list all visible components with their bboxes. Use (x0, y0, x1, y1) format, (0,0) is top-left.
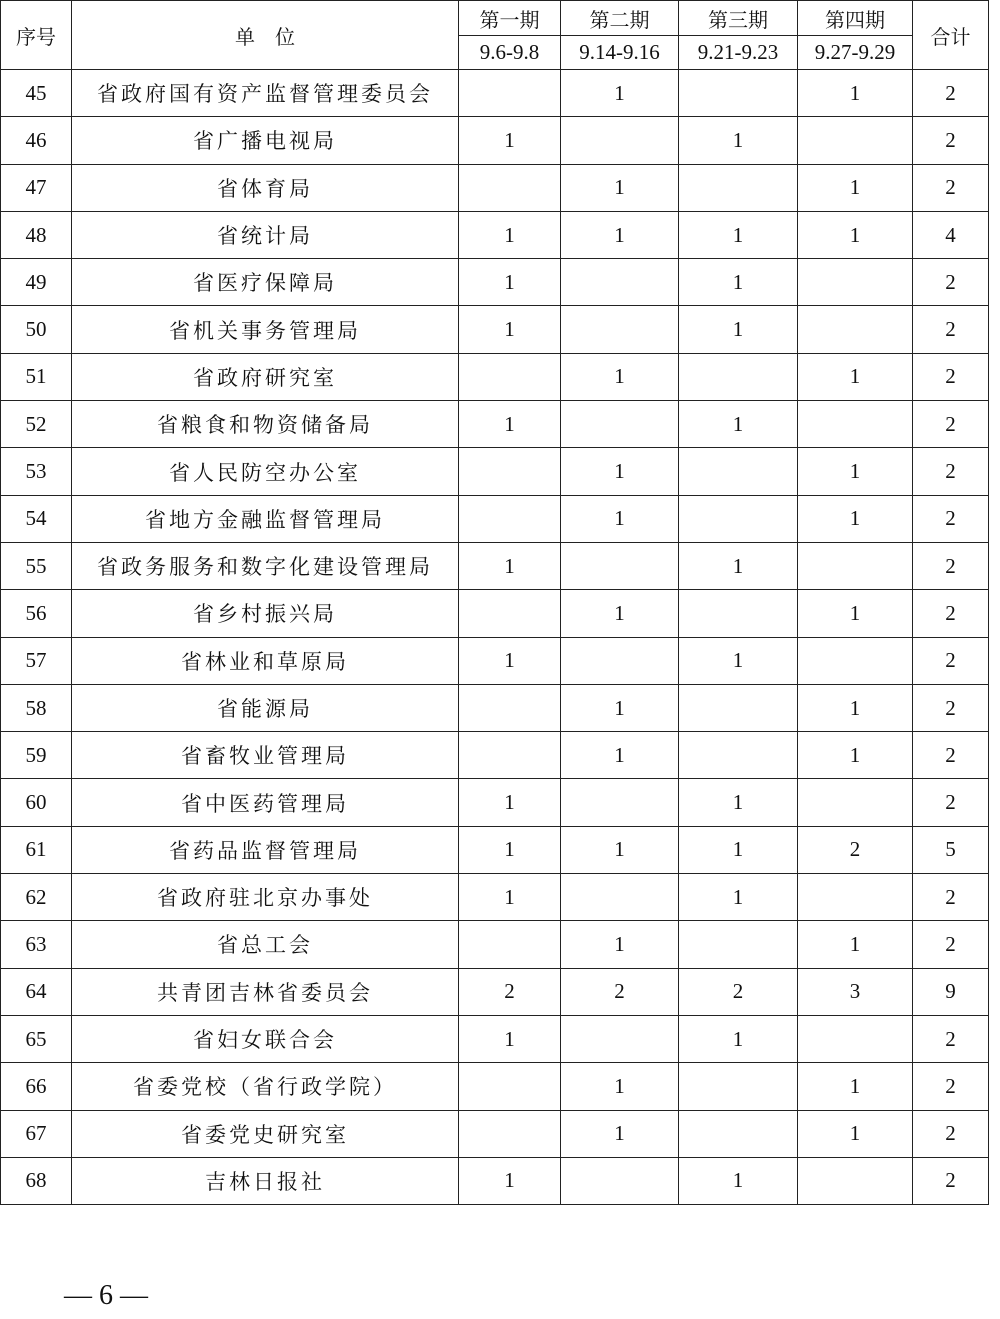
cell-period-1: 1 (459, 259, 561, 306)
cell-period-2 (561, 259, 679, 306)
page-number: — 6 — (64, 1280, 148, 1311)
cell-idx: 59 (1, 732, 72, 779)
cell-period-4: 1 (798, 448, 913, 495)
cell-period-1 (459, 495, 561, 542)
cell-period-3: 1 (679, 117, 798, 164)
cell-unit: 省地方金融监督管理局 (72, 495, 459, 542)
cell-unit: 省委党校（省行政学院） (72, 1063, 459, 1110)
cell-period-4 (798, 874, 913, 921)
cell-unit: 省政府研究室 (72, 353, 459, 400)
cell-period-4 (798, 1015, 913, 1062)
cell-period-3 (679, 495, 798, 542)
cell-idx: 52 (1, 401, 72, 448)
cell-total: 2 (913, 1157, 989, 1204)
cell-idx: 46 (1, 117, 72, 164)
cell-unit: 省统计局 (72, 211, 459, 258)
cell-idx: 48 (1, 211, 72, 258)
cell-period-4: 2 (798, 826, 913, 873)
cell-period-2 (561, 1157, 679, 1204)
cell-period-2: 1 (561, 495, 679, 542)
table-row (1, 353, 989, 400)
table-row (1, 874, 989, 921)
cell-period-4: 1 (798, 164, 913, 211)
cell-total: 2 (913, 353, 989, 400)
cell-period-3 (679, 921, 798, 968)
header-dates-2: 9.14-9.16 (561, 36, 679, 70)
cell-period-1 (459, 590, 561, 637)
table-row (1, 164, 989, 211)
cell-unit: 省广播电视局 (72, 117, 459, 164)
cell-unit: 省粮食和物资储备局 (72, 401, 459, 448)
table-row (1, 1110, 989, 1157)
cell-total: 2 (913, 117, 989, 164)
table-row (1, 401, 989, 448)
cell-period-4 (798, 306, 913, 353)
cell-period-1 (459, 732, 561, 779)
cell-idx: 50 (1, 306, 72, 353)
cell-unit: 吉林日报社 (72, 1157, 459, 1204)
cell-period-1: 1 (459, 1157, 561, 1204)
cell-period-1 (459, 1063, 561, 1110)
cell-period-1: 1 (459, 826, 561, 873)
cell-period-4: 1 (798, 353, 913, 400)
cell-unit: 省政府国有资产监督管理委员会 (72, 70, 459, 117)
cell-unit: 省药品监督管理局 (72, 826, 459, 873)
cell-idx: 49 (1, 259, 72, 306)
cell-unit: 省委党史研究室 (72, 1110, 459, 1157)
cell-total: 2 (913, 732, 989, 779)
cell-period-3 (679, 448, 798, 495)
cell-idx: 64 (1, 968, 72, 1015)
cell-period-2 (561, 542, 679, 589)
cell-period-4: 1 (798, 590, 913, 637)
cell-unit: 省畜牧业管理局 (72, 732, 459, 779)
cell-idx: 62 (1, 874, 72, 921)
cell-period-3 (679, 164, 798, 211)
cell-period-2: 2 (561, 968, 679, 1015)
cell-total: 5 (913, 826, 989, 873)
cell-period-3: 1 (679, 779, 798, 826)
cell-period-2: 1 (561, 70, 679, 117)
cell-period-1: 1 (459, 874, 561, 921)
cell-period-2: 1 (561, 1110, 679, 1157)
table-row (1, 70, 989, 117)
cell-period-4: 1 (798, 495, 913, 542)
cell-period-2: 1 (561, 448, 679, 495)
cell-period-3: 1 (679, 637, 798, 684)
cell-total: 2 (913, 495, 989, 542)
table-row (1, 590, 989, 637)
cell-period-1 (459, 684, 561, 731)
cell-period-2 (561, 1015, 679, 1062)
cell-period-1: 1 (459, 117, 561, 164)
cell-period-1 (459, 448, 561, 495)
cell-idx: 47 (1, 164, 72, 211)
cell-idx: 45 (1, 70, 72, 117)
table-row (1, 117, 989, 164)
cell-period-4 (798, 542, 913, 589)
cell-period-3 (679, 684, 798, 731)
cell-idx: 68 (1, 1157, 72, 1204)
cell-idx: 61 (1, 826, 72, 873)
cell-unit: 省政务服务和数字化建设管理局 (72, 542, 459, 589)
cell-period-3: 1 (679, 259, 798, 306)
cell-total: 9 (913, 968, 989, 1015)
cell-period-1 (459, 70, 561, 117)
header-row-periods (1, 1, 989, 36)
cell-period-2 (561, 306, 679, 353)
cell-period-3 (679, 1110, 798, 1157)
cell-total: 4 (913, 211, 989, 258)
cell-total: 2 (913, 448, 989, 495)
cell-idx: 57 (1, 637, 72, 684)
cell-period-2 (561, 117, 679, 164)
cell-unit: 省医疗保障局 (72, 259, 459, 306)
cell-period-2: 1 (561, 353, 679, 400)
cell-unit: 省林业和草原局 (72, 637, 459, 684)
table-row (1, 779, 989, 826)
cell-period-2: 1 (561, 826, 679, 873)
cell-period-4 (798, 117, 913, 164)
table-row (1, 1015, 989, 1062)
cell-unit: 省机关事务管理局 (72, 306, 459, 353)
cell-period-3: 1 (679, 826, 798, 873)
header-period-3: 第三期 (679, 1, 798, 36)
table-row (1, 542, 989, 589)
cell-idx: 58 (1, 684, 72, 731)
header-period-1: 第一期 (459, 1, 561, 36)
cell-period-1: 1 (459, 542, 561, 589)
cell-period-3 (679, 70, 798, 117)
cell-period-1: 1 (459, 1015, 561, 1062)
table-row (1, 637, 989, 684)
table-row (1, 211, 989, 258)
table-row (1, 684, 989, 731)
cell-total: 2 (913, 779, 989, 826)
cell-period-4 (798, 779, 913, 826)
cell-period-4: 1 (798, 732, 913, 779)
cell-period-1 (459, 164, 561, 211)
cell-total: 2 (913, 542, 989, 589)
cell-idx: 56 (1, 590, 72, 637)
cell-period-2: 1 (561, 164, 679, 211)
cell-period-1: 2 (459, 968, 561, 1015)
cell-period-1 (459, 921, 561, 968)
table-row (1, 1157, 989, 1204)
cell-idx: 67 (1, 1110, 72, 1157)
cell-period-3: 1 (679, 306, 798, 353)
cell-total: 2 (913, 874, 989, 921)
cell-total: 2 (913, 637, 989, 684)
header-period-4: 第四期 (798, 1, 913, 36)
cell-period-4: 3 (798, 968, 913, 1015)
header-total: 合计 (913, 1, 989, 70)
cell-period-3: 1 (679, 542, 798, 589)
cell-idx: 66 (1, 1063, 72, 1110)
cell-unit: 省乡村振兴局 (72, 590, 459, 637)
cell-idx: 51 (1, 353, 72, 400)
cell-total: 2 (913, 70, 989, 117)
cell-period-2 (561, 779, 679, 826)
cell-total: 2 (913, 684, 989, 731)
cell-unit: 省体育局 (72, 164, 459, 211)
header-idx: 序号 (1, 1, 72, 70)
cell-total: 2 (913, 590, 989, 637)
cell-period-4: 1 (798, 1063, 913, 1110)
header-unit: 单 位 (72, 1, 459, 70)
cell-total: 2 (913, 1015, 989, 1062)
cell-period-4: 1 (798, 921, 913, 968)
table-body (1, 70, 989, 1205)
cell-period-4: 1 (798, 211, 913, 258)
cell-unit: 省总工会 (72, 921, 459, 968)
table-row (1, 495, 989, 542)
cell-period-4 (798, 259, 913, 306)
cell-period-4: 1 (798, 684, 913, 731)
cell-total: 2 (913, 1063, 989, 1110)
cell-period-1 (459, 353, 561, 400)
cell-idx: 65 (1, 1015, 72, 1062)
cell-unit: 省妇女联合会 (72, 1015, 459, 1062)
cell-idx: 53 (1, 448, 72, 495)
cell-period-3 (679, 732, 798, 779)
cell-period-3: 1 (679, 874, 798, 921)
cell-period-2: 1 (561, 684, 679, 731)
cell-period-1: 1 (459, 779, 561, 826)
cell-period-4 (798, 637, 913, 684)
cell-period-1: 1 (459, 211, 561, 258)
table-row (1, 306, 989, 353)
cell-period-4 (798, 1157, 913, 1204)
cell-period-3: 1 (679, 1157, 798, 1204)
table-row (1, 921, 989, 968)
cell-period-4 (798, 401, 913, 448)
header-dates-4: 9.27-9.29 (798, 36, 913, 70)
cell-unit: 省政府驻北京办事处 (72, 874, 459, 921)
cell-period-1 (459, 1110, 561, 1157)
cell-unit: 省人民防空办公室 (72, 448, 459, 495)
cell-period-3 (679, 353, 798, 400)
header-dates-3: 9.21-9.23 (679, 36, 798, 70)
cell-unit: 省能源局 (72, 684, 459, 731)
cell-period-2: 1 (561, 1063, 679, 1110)
table-row (1, 968, 989, 1015)
cell-period-2: 1 (561, 732, 679, 779)
cell-period-2: 1 (561, 921, 679, 968)
cell-period-1: 1 (459, 637, 561, 684)
cell-period-2 (561, 874, 679, 921)
cell-period-3: 1 (679, 1015, 798, 1062)
cell-period-3: 2 (679, 968, 798, 1015)
cell-unit: 共青团吉林省委员会 (72, 968, 459, 1015)
cell-period-2: 1 (561, 590, 679, 637)
cell-total: 2 (913, 306, 989, 353)
cell-period-4: 1 (798, 1110, 913, 1157)
cell-period-3 (679, 590, 798, 637)
table-row (1, 448, 989, 495)
cell-total: 2 (913, 401, 989, 448)
cell-total: 2 (913, 921, 989, 968)
header-dates-1: 9.6-9.8 (459, 36, 561, 70)
cell-idx: 60 (1, 779, 72, 826)
cell-period-2: 1 (561, 211, 679, 258)
table-row (1, 732, 989, 779)
cell-unit: 省中医药管理局 (72, 779, 459, 826)
table-row (1, 1063, 989, 1110)
header-period-2: 第二期 (561, 1, 679, 36)
cell-period-3 (679, 1063, 798, 1110)
cell-idx: 63 (1, 921, 72, 968)
cell-period-3: 1 (679, 401, 798, 448)
cell-period-4: 1 (798, 70, 913, 117)
cell-total: 2 (913, 259, 989, 306)
cell-idx: 54 (1, 495, 72, 542)
cell-period-2 (561, 401, 679, 448)
cell-total: 2 (913, 164, 989, 211)
cell-period-2 (561, 637, 679, 684)
table-row (1, 826, 989, 873)
cell-period-1: 1 (459, 306, 561, 353)
cell-period-3: 1 (679, 211, 798, 258)
cell-idx: 55 (1, 542, 72, 589)
cell-total: 2 (913, 1110, 989, 1157)
cell-period-1: 1 (459, 401, 561, 448)
table-row (1, 259, 989, 306)
